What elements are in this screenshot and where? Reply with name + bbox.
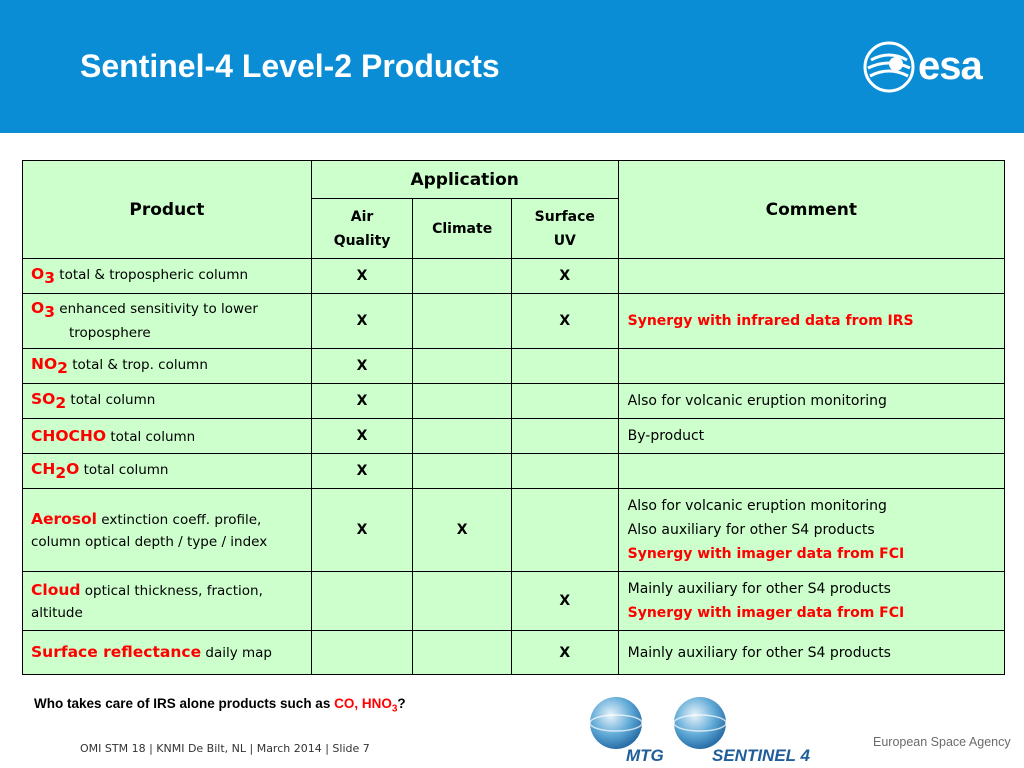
table-row [23, 631, 1005, 675]
question-highlight-sub: 3 [391, 703, 398, 715]
product-name: SO [31, 390, 56, 409]
product-desc: optical thickness, fraction, [80, 582, 263, 599]
header-surface-uv [511, 199, 618, 259]
table-row [23, 489, 1005, 572]
comment-line: Mainly auxiliary for other S4 products [627, 644, 891, 661]
climate-mark [413, 384, 512, 419]
climate-mark: X [413, 489, 512, 572]
slide-header [0, 0, 1024, 133]
comment-cell [618, 631, 1004, 675]
header-surface-uv-line2: UV [553, 232, 576, 249]
surface-uv-mark [511, 489, 618, 572]
esa-globe-icon [862, 40, 916, 94]
comment-line: By-product [627, 428, 705, 444]
comment-cell [618, 419, 1004, 454]
product-name: O [31, 299, 45, 317]
product-subscript: 3 [44, 302, 55, 321]
comment-cell [618, 349, 1004, 384]
product-desc: total column [79, 462, 169, 479]
product-desc: extinction coeff. profile, [97, 511, 262, 528]
product-name-suffix: O [66, 460, 80, 479]
product-desc-line2: troposphere [69, 324, 151, 341]
air-quality-mark [311, 631, 413, 675]
product-cell [23, 294, 312, 349]
climate-mark [413, 631, 512, 675]
esa-logo [862, 40, 1002, 96]
air-quality-mark: X [311, 294, 413, 349]
question-suffix: ? [397, 696, 406, 711]
climate-mark [413, 572, 512, 631]
product-cell [23, 349, 312, 384]
product-subscript: 2 [55, 463, 67, 482]
table-row [23, 259, 1005, 294]
product-cell [23, 419, 312, 454]
header-air-quality-line1: Air [350, 208, 374, 225]
product-desc-line2: column optical depth / type / index [31, 533, 268, 550]
agency-name: European Space Agency [873, 735, 1011, 749]
slide-title: Sentinel-4 Level-2 Products [80, 48, 500, 84]
surface-uv-mark: X [511, 294, 618, 349]
esa-wordmark: esa [918, 44, 982, 88]
question-text [34, 696, 406, 715]
product-desc: total column [66, 392, 156, 409]
surface-uv-mark [511, 384, 618, 419]
comment-cell [618, 572, 1004, 631]
surface-uv-mark [511, 349, 618, 384]
surface-uv-mark [511, 454, 618, 489]
comment-line: Also for volcanic eruption monitoring [627, 393, 887, 409]
air-quality-mark: X [311, 384, 413, 419]
product-desc: total & tropospheric column [54, 267, 249, 284]
product-name: CHOCHO [31, 426, 107, 445]
climate-mark [413, 349, 512, 384]
table-row [23, 454, 1005, 489]
air-quality-mark: X [311, 349, 413, 384]
sentinel-globe-icon [674, 697, 726, 749]
mtg-globe-icon [590, 697, 642, 749]
product-desc: enhanced sensitivity to lower [54, 301, 258, 317]
comment-cell [618, 384, 1004, 419]
product-subscript: 3 [44, 268, 55, 287]
comment-line: Also for volcanic eruption monitoring [627, 498, 887, 514]
comment-line: Synergy with infrared data from IRS [627, 313, 914, 329]
climate-mark [413, 419, 512, 454]
table-row [23, 294, 1005, 349]
product-name: Surface reflectance [31, 643, 202, 661]
comment-cell [618, 454, 1004, 489]
product-cell [23, 454, 312, 489]
product-subscript: 2 [55, 393, 67, 412]
climate-mark [413, 294, 512, 349]
table-row [23, 572, 1005, 631]
product-name: CH [31, 460, 56, 479]
product-name: Aerosol [31, 509, 97, 528]
air-quality-mark: X [311, 419, 413, 454]
surface-uv-mark: X [511, 572, 618, 631]
comment-cell [618, 294, 1004, 349]
slide-footer: OMI STM 18 | KNMI De Bilt, NL | March 2014 | Slide 7 [80, 742, 370, 755]
header-air-quality-line2: Quality [333, 232, 391, 249]
product-name: O [31, 265, 45, 284]
product-desc: total & trop. column [67, 357, 208, 374]
product-subscript: 2 [57, 358, 68, 377]
header-comment: Comment [618, 161, 1004, 259]
surface-uv-mark: X [511, 631, 618, 675]
surface-uv-mark [511, 419, 618, 454]
comment-line: Mainly auxiliary for other S4 products [627, 581, 891, 597]
product-name: NO [31, 355, 58, 374]
header-climate: Climate [413, 199, 512, 259]
comment-cell [618, 259, 1004, 294]
comment-cell [618, 489, 1004, 572]
header-application: Application [311, 161, 618, 199]
mission-logos [588, 693, 828, 765]
product-desc-line2: altitude [31, 604, 83, 621]
table-row [23, 384, 1005, 419]
question-prefix: Who takes care of IRS alone products such as [34, 696, 335, 711]
mtg-label: MTG [626, 746, 664, 765]
product-desc: total column [106, 428, 196, 445]
comment-line: Synergy with imager data from FCI [627, 546, 905, 562]
header-surface-uv-line1: Surface [534, 208, 595, 225]
product-desc: daily map [201, 645, 273, 661]
sentinel-label: SENTINEL 4 [712, 746, 810, 765]
air-quality-mark: X [311, 454, 413, 489]
question-highlight: CO, HNO [334, 696, 392, 711]
product-cell [23, 384, 312, 419]
products-table [22, 160, 1005, 675]
air-quality-mark: X [311, 489, 413, 572]
climate-mark [413, 454, 512, 489]
comment-line: Also auxiliary for other S4 products [627, 522, 875, 538]
air-quality-mark [311, 572, 413, 631]
product-cell [23, 259, 312, 294]
header-product: Product [23, 161, 312, 259]
climate-mark [413, 259, 512, 294]
product-cell [23, 572, 312, 631]
comment-line: Synergy with imager data from FCI [627, 605, 905, 621]
product-name: Cloud [31, 580, 81, 599]
air-quality-mark: X [311, 259, 413, 294]
product-cell [23, 489, 312, 572]
table-row [23, 419, 1005, 454]
header-air-quality [311, 199, 413, 259]
product-cell [23, 631, 312, 675]
surface-uv-mark: X [511, 259, 618, 294]
table-row [23, 349, 1005, 384]
